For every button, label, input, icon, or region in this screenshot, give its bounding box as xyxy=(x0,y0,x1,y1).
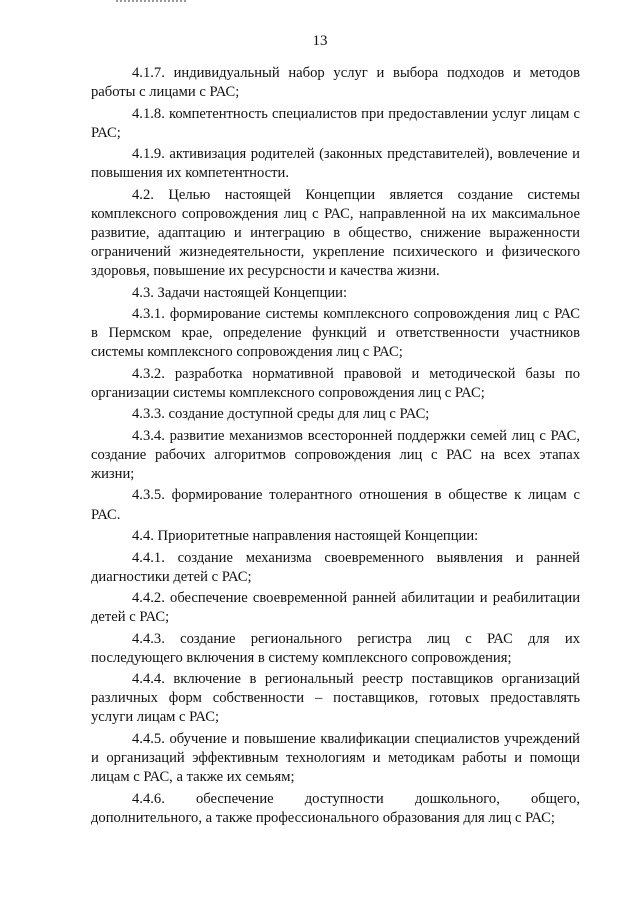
paragraph-4-3-3: 4.3.3. создание доступной среды для лиц с РАС; xyxy=(132,406,430,423)
paragraph-4-4-3: 4.4.3. создание регионального регистра лиц с РАС для их последующего включения в систему комплексного сопровождения; xyxy=(91,630,580,666)
paragraph-4-4-6: 4.4.6. обеспечение доступности дошкольного, общего, дополнительного, а также профессионального образования для лиц с РАС; xyxy=(91,790,580,826)
paragraph-4-1-9: 4.1.9. активизация родителей (законных представителей), вовлечение и повышения их компетентности. xyxy=(91,146,580,182)
paragraph-4-4-1: 4.4.1. создание механизма своевременного выявления и ранней диагностики детей с РАС; xyxy=(91,549,580,585)
paragraph-4-3-4: 4.3.4. развитие механизмов всесторонней поддержки семей лиц с РАС, создание рабочих алгоритмов сопровождения лиц с РАС на всех этапах жизни; xyxy=(91,427,580,482)
paragraph-4-1-7: 4.1.7. индивидуальный набор услуг и выбора подходов и методов работы с лицами с РАС; xyxy=(91,65,580,101)
paragraph-4-1-8: 4.1.8. компетентность специалистов при предоставлении услуг лицам с РАС; xyxy=(91,105,580,141)
paragraph-4-4: 4.4. Приоритетные направления настоящей Концепции: xyxy=(132,528,479,545)
paragraph-4-3: 4.3. Задачи настоящей Концепции: xyxy=(132,284,347,301)
paragraph-4-2: 4.2. Целью настоящей Концепции является создание системы комплексного сопровождения лиц с РАС, направленной на их максимальное развитие, адаптацию и интеграцию в общество, снижение выраженности ограничений жизнедеятельности, укрепление психического и физического здоровья, повышение их ресурсности и качества жизни. xyxy=(91,186,580,280)
paragraph-4-4-4: 4.4.4. включение в региональный реестр поставщиков организаций различных форм собственности – поставщиков, готовых предоставлять услуги лицам с РАС; xyxy=(91,671,580,726)
paragraph-4-3-2: 4.3.2. разработка нормативной правовой и методической базы по организации системы комплексного сопровождения лиц с РАС; xyxy=(91,365,580,401)
document-body xyxy=(91,64,580,830)
scan-top-border xyxy=(116,0,186,4)
paragraph-4-3-5: 4.3.5. формирование толерантного отношения в обществе к лицам с РАС. xyxy=(91,487,580,523)
page-number: 13 xyxy=(312,33,328,49)
paragraph-4-4-2: 4.4.2. обеспечение своевременной ранней абилитации и реабилитации детей с РАС; xyxy=(91,590,580,626)
paragraph-4-3-1: 4.3.1. формирование системы комплексного сопровождения лиц с РАС в Пермском крае, определение функций и ответственности участников системы комплексного сопровождения лиц с РАС; xyxy=(91,306,580,361)
paragraph-4-4-5: 4.4.5. обучение и повышение квалификации специалистов учреждений и организаций эффективным технологиям и методикам работы и помощи лицам с РАС, а также их семьям; xyxy=(91,730,580,786)
